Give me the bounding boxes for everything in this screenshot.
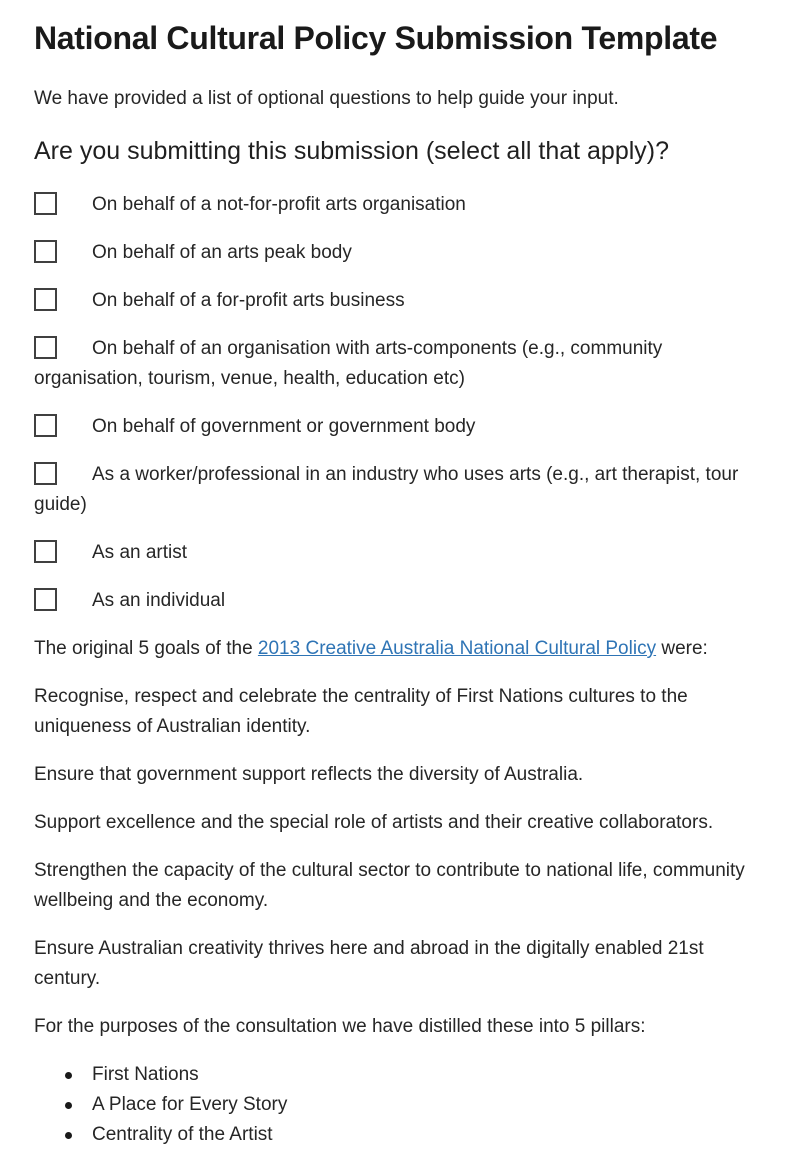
pillars-intro: For the purposes of the consultation we have distilled these into 5 pillars: xyxy=(34,1016,646,1037)
goal-paragraph: Recognise, respect and celebrate the centrality of First Nations cultures to the uniqueness of Australian identity. xyxy=(34,686,688,737)
pillar-label: A Place for Every Story xyxy=(92,1094,288,1115)
checkbox-option-row xyxy=(34,286,749,316)
pillar-item xyxy=(34,1120,749,1150)
goals-intro-after: were: xyxy=(656,638,708,659)
bullet-icon xyxy=(65,1072,72,1079)
checkbox[interactable] xyxy=(34,336,57,359)
pillar-item xyxy=(34,1090,749,1120)
checkbox[interactable] xyxy=(34,588,57,611)
goal-paragraph: Ensure Australian creativity thrives here and abroad in the digitally enabled 21st century. xyxy=(34,938,704,989)
checkbox[interactable] xyxy=(34,540,57,563)
checkbox-option-row xyxy=(34,586,749,616)
bullet-icon xyxy=(65,1132,72,1139)
checkbox-label: On behalf of an arts peak body xyxy=(92,242,352,263)
page-title: National Cultural Policy Submission Template xyxy=(34,20,718,56)
pillar-label: First Nations xyxy=(92,1064,199,1085)
checkbox-option-row xyxy=(34,412,749,442)
policy-2013-link[interactable]: 2013 Creative Australia National Cultural Policy xyxy=(257,638,657,659)
goal-paragraph: Ensure that government support reflects the diversity of Australia. xyxy=(34,764,584,785)
goals-intro-paragraph xyxy=(34,634,749,664)
checkbox-option-row xyxy=(34,538,749,568)
checkbox-label: As an individual xyxy=(92,590,226,611)
pillar-item xyxy=(34,1060,749,1090)
checkbox-option-row xyxy=(34,238,749,268)
checkbox-option-list xyxy=(34,190,749,616)
checkbox-label: On behalf of an organisation with arts-components (e.g., community organisation, tourism, venue, health, education etc) xyxy=(34,338,663,389)
checkbox-label: As a worker/professional in an industry who uses arts (e.g., art therapist, tour guide) xyxy=(34,464,739,515)
question-heading: Are you submitting this submission (select all that apply)? xyxy=(34,137,670,165)
checkbox[interactable] xyxy=(34,192,57,215)
checkbox-option-row xyxy=(34,460,749,520)
checkbox-label: On behalf of a for-profit arts business xyxy=(92,290,405,311)
bullet-icon xyxy=(65,1102,72,1109)
intro-text: We have provided a list of optional questions to help guide your input. xyxy=(34,88,619,109)
checkbox-label: As an artist xyxy=(92,542,188,563)
pillar-label: Centrality of the Artist xyxy=(92,1124,273,1145)
checkbox-option-row xyxy=(34,190,749,220)
checkbox-label: On behalf of government or government body xyxy=(92,416,476,437)
checkbox[interactable] xyxy=(34,240,57,263)
checkbox[interactable] xyxy=(34,288,57,311)
checkbox[interactable] xyxy=(34,462,57,485)
checkbox[interactable] xyxy=(34,414,57,437)
checkbox-option-row xyxy=(34,334,749,394)
goal-paragraph: Strengthen the capacity of the cultural sector to contribute to national life, community wellbeing and the economy. xyxy=(34,860,745,911)
checkbox-label: On behalf of a not-for-profit arts organisation xyxy=(92,194,466,215)
goals-intro-before: The original 5 goals of the xyxy=(34,638,258,659)
goal-paragraph: Support excellence and the special role of artists and their creative collaborators. xyxy=(34,812,714,833)
pillars-list xyxy=(34,1060,749,1150)
